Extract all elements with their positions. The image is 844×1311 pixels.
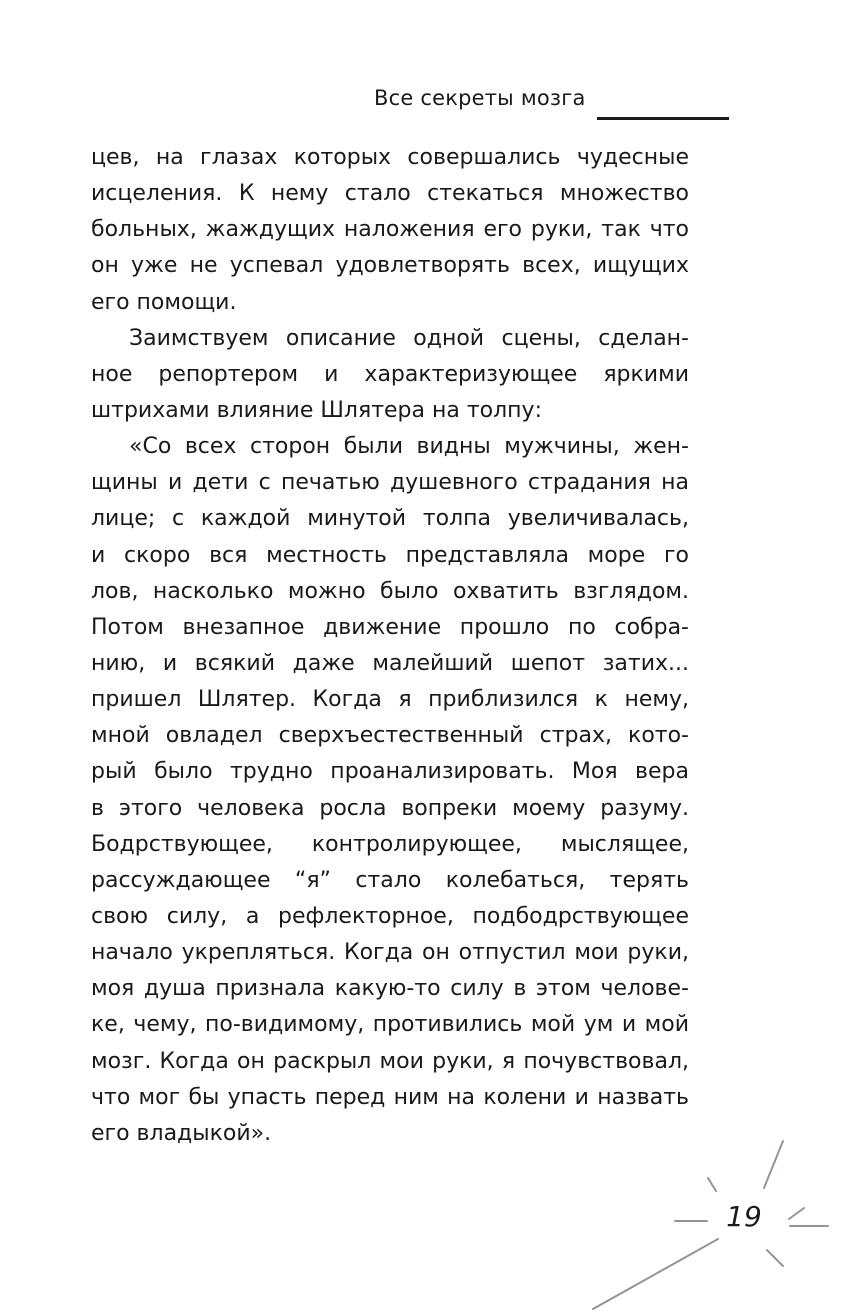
text-line: ное репортером и характеризующее яркими — [91, 361, 689, 387]
text-line: его владыкой». — [91, 1120, 272, 1146]
burst-ray — [767, 1250, 783, 1266]
text-line: он уже не успевал удовлетворять всех, ищущих — [91, 253, 689, 279]
burst-ray — [789, 1208, 804, 1219]
text-line: «Со всех сторон были видны мужчины, жен- — [129, 434, 689, 460]
text-line: мозг. Когда он раскрыл мои руки, я почувствовал, — [91, 1048, 689, 1074]
text-line: Заимствуем описание одной сцены, сделан- — [129, 325, 689, 351]
text-line: Потом внезапное движение прошло по собра- — [91, 614, 689, 640]
text-line: нию, и всякий даже малейший шепот затих... — [91, 650, 689, 676]
text-line: рый было трудно проанализировать. Моя вера — [91, 759, 689, 785]
text-line: щины и дети с печатью душевного страдания на — [91, 470, 689, 496]
text-line: ке, чему, по-видимому, противились мой ум и мой — [91, 1012, 689, 1038]
running-head-title: Все секреты мозга — [374, 86, 586, 110]
burst-ray — [593, 1239, 718, 1309]
text-line: свою силу, а рефлекторное, подбодрствующее — [91, 903, 689, 929]
text-line: исцеления. К нему стало стекаться множество — [91, 181, 689, 207]
text-line: штрихами влияние Шлятера на толпу: — [91, 397, 542, 423]
text-line: Бодрствующее, контролирующее, мыслящее, — [91, 831, 689, 857]
text-line: пришел Шлятер. Когда я приблизился к нему, — [91, 687, 689, 713]
text-line: мной овладел сверхъестественный страх, кото- — [91, 723, 689, 749]
burst-ray — [764, 1141, 783, 1188]
text-line: начало укрепляться. Когда он отпустил мои руки, — [91, 940, 689, 966]
text-line: лов, насколько можно было охватить взглядом. — [91, 578, 689, 604]
text-line: в этого человека росла вопреки моему разуму. — [91, 795, 689, 821]
text-line: что мог бы упасть перед ним на колени и назвать — [91, 1084, 689, 1110]
text-line: моя душа признала какую-то силу в этом челове- — [91, 976, 689, 1002]
text-line: больных, жаждущих наложения его руки, так что — [91, 217, 689, 243]
text-line: цев, на глазах которых совершались чудесные — [91, 145, 689, 170]
text-line: лице; с каждой минутой толпа увеличивалась, — [91, 506, 689, 532]
text-line: рассуждающее “я” стало колебаться, терять — [91, 867, 689, 893]
page-number: 19 — [726, 1200, 762, 1233]
text-line: и скоро вся местность представляла море го — [91, 542, 689, 568]
burst-ray — [708, 1178, 716, 1191]
text-line: его помощи. — [91, 289, 237, 315]
